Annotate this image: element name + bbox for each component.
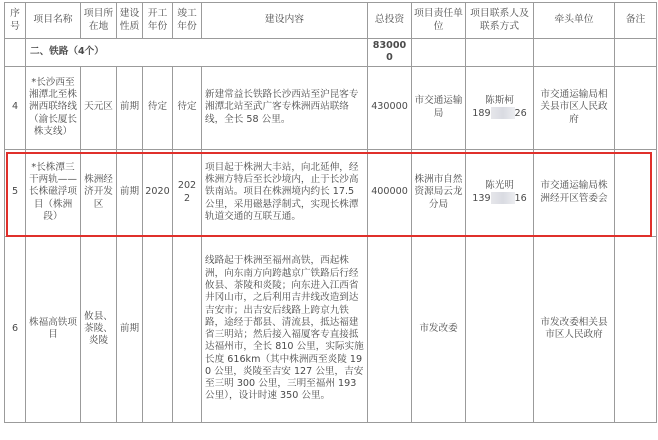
row-note bbox=[615, 66, 657, 149]
row-end bbox=[173, 236, 202, 422]
contact-phone bbox=[468, 192, 531, 205]
row-lead-unit: 市发改委相关县市区人民政府 bbox=[534, 236, 615, 422]
row-start bbox=[143, 236, 173, 422]
row-content: 项目起于株洲大丰站，向北延伸，经株洲方特后至长沙境内，止于长沙高铁南站。项目在株洲境内约长 17.5 公里，采用磁悬浮制式，实现长株潭轨道交通的互联互通。 bbox=[202, 149, 368, 236]
row-content: 新建常益长铁路长沙西站至沪昆客专湘潭北站至武广客专株洲西站联络线，全长 58 公里。 bbox=[202, 66, 368, 149]
row-investment bbox=[368, 236, 412, 422]
table-row bbox=[5, 236, 657, 422]
row-seq: 6 bbox=[5, 236, 26, 422]
row-resp-unit: 市交通运输局 bbox=[412, 66, 466, 149]
section-title: 二、铁路（4个） bbox=[26, 39, 368, 67]
row-contact bbox=[466, 149, 534, 236]
row-note bbox=[615, 149, 657, 236]
section-row bbox=[5, 39, 657, 67]
phone-suffix: 26 bbox=[514, 108, 527, 120]
row-content: 线路起于株洲至福州高铁，西起株洲，向东南方向跨越京广铁路后行经攸县、茶陵和炎陵；向东进入江西省井冈山市，之后利用吉井线改造到达吉安市；出吉安后线路上跨京九铁路，途经于都县、清流县，抵达福建省三明站；然后接入福厦客专直接抵达福州市，全长 810 公里，实际实施长度 616km（其中株洲西至炎陵 190 公里，炎陵至吉安 127 公里，吉安至三明 300 公里，三明至福州 193 公里），设计时速 350 公里。 bbox=[202, 236, 368, 422]
contact-name: 陈斯柯 bbox=[485, 94, 514, 106]
header-lead-unit: 牵头单位 bbox=[534, 3, 615, 39]
header-start: 开工年份 bbox=[143, 3, 173, 39]
row-nature: 前期 bbox=[117, 149, 143, 236]
row-start: 待定 bbox=[143, 66, 173, 149]
row-seq: 4 bbox=[5, 66, 26, 149]
row-start: 2020 bbox=[143, 149, 173, 236]
header-note: 备注 bbox=[615, 3, 657, 39]
row-nature: 前期 bbox=[117, 236, 143, 422]
row-end: 2022 bbox=[173, 149, 202, 236]
row-seq: 5 bbox=[5, 149, 26, 236]
row-nature: 前期 bbox=[117, 66, 143, 149]
section-total: 830000 bbox=[368, 39, 412, 67]
phone-prefix: 189 bbox=[472, 108, 491, 120]
phone-suffix: 16 bbox=[514, 193, 527, 205]
phone-prefix: 139 bbox=[472, 193, 491, 205]
contact-phone bbox=[468, 107, 531, 120]
header-end: 竣工年份 bbox=[173, 3, 202, 39]
table-row bbox=[5, 149, 657, 236]
row-end: 待定 bbox=[173, 66, 202, 149]
row-name: *长株潭三干两轨——长株磁浮项目（株洲段） bbox=[26, 149, 81, 236]
row-note bbox=[615, 236, 657, 422]
contact-name: 陈光明 bbox=[485, 179, 514, 191]
header-content: 建设内容 bbox=[202, 3, 368, 39]
table-row bbox=[5, 66, 657, 149]
header-seq: 序号 bbox=[5, 3, 26, 39]
row-resp-unit: 市发改委 bbox=[412, 236, 466, 422]
row-location: 株洲经济开发区 bbox=[81, 149, 117, 236]
redaction-mask bbox=[491, 107, 515, 119]
header-contact: 项目联系人及联系方式 bbox=[466, 3, 534, 39]
row-lead-unit: 市交通运输局相关县市区人民政府 bbox=[534, 66, 615, 149]
row-contact bbox=[466, 236, 534, 422]
header-location: 项目所在地 bbox=[81, 3, 117, 39]
header-nature: 建设性质 bbox=[117, 3, 143, 39]
header-investment: 总投资 bbox=[368, 3, 412, 39]
row-name: *长沙西至湘潭北至株洲西联络线（渝长厦长株支线） bbox=[26, 66, 81, 149]
row-investment: 400000 bbox=[368, 149, 412, 236]
row-location: 攸县、茶陵、炎陵 bbox=[81, 236, 117, 422]
redaction-mask bbox=[491, 192, 515, 204]
row-name: 株福高铁项目 bbox=[26, 236, 81, 422]
row-lead-unit: 市交通运输局株洲经开区管委会 bbox=[534, 149, 615, 236]
project-table bbox=[4, 2, 657, 423]
row-resp-unit: 株洲市自然资源局云龙分局 bbox=[412, 149, 466, 236]
row-contact bbox=[466, 66, 534, 149]
row-location: 天元区 bbox=[81, 66, 117, 149]
table-header-row bbox=[5, 3, 657, 39]
header-resp-unit: 项目责任单位 bbox=[412, 3, 466, 39]
row-investment: 430000 bbox=[368, 66, 412, 149]
section-seq-cell bbox=[5, 39, 26, 67]
header-name: 项目名称 bbox=[26, 3, 81, 39]
